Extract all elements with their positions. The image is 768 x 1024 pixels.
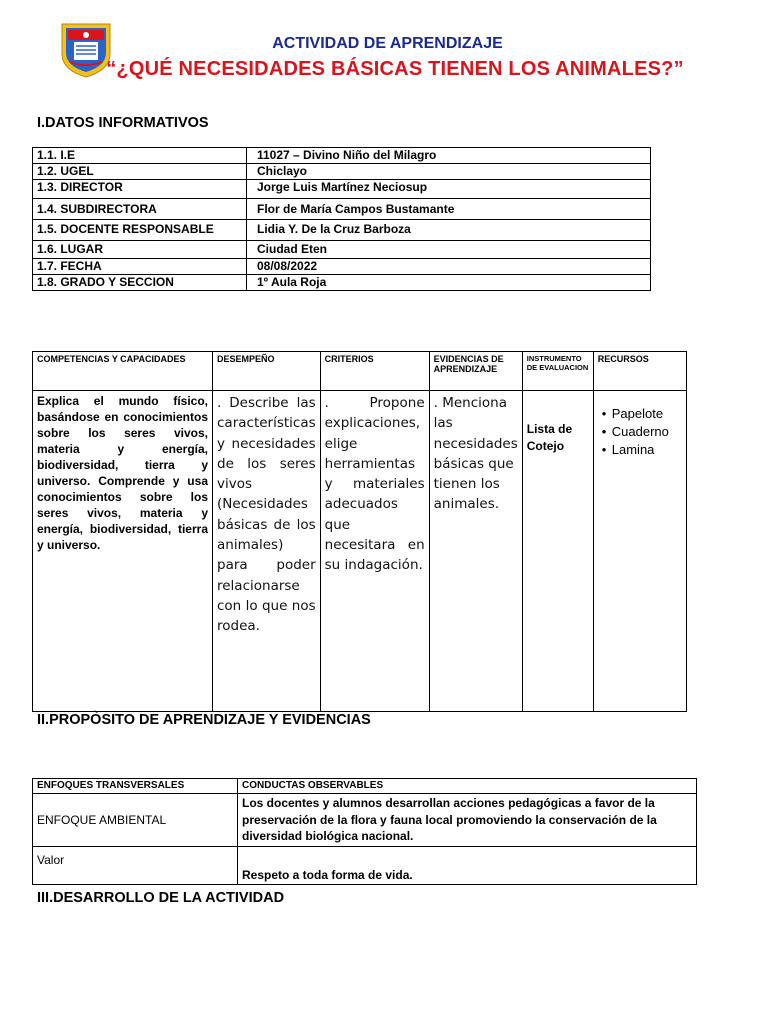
table-row: 1.3. DIRECTOR Jorge Luis Martínez Neciosup (33, 180, 651, 199)
section-title-datos: I.DATOS INFORMATIVOS (37, 115, 209, 131)
activity-label: ACTIVIDAD DE APRENDIZAJE (272, 35, 503, 52)
table-row: 1.4. SUBDIRECTORA Flor de María Campos Bustamante (33, 199, 651, 220)
table-row: 1.1. I.E 11027 – Divino Niño del Milagro (33, 148, 651, 164)
section-title-proposito: II.PROPÒSITO DE APRENDIZAJE Y EVIDENCIAS (37, 712, 371, 728)
list-item: • Papelote (612, 405, 682, 423)
table-header-row: ENFOQUES TRANSVERSALES CONDUCTAS OBSERVABLES (33, 779, 697, 794)
table-header-row: COMPETENCIAS Y CAPACIDADES DESEMPEÑO CRITERIOS EVIDENCIAS DE APRENDIZAJE INSTRUMENTO DE EVALUACION RECURSOS (33, 352, 687, 391)
competencia-text: Explica el mundo físico, basándose en conocimientos sobre los seres vivos, materia y energía, biodiversidad, tierra y universo. Comprende y usa conocimientos sobre los seres vivos, materia y energía, biodiversidad, tierra y universo. (37, 394, 208, 552)
table-row (33, 391, 687, 712)
table-row: 1.8. GRADO Y SECCION 1º Aula Roja (33, 275, 651, 291)
table-row: 1.5. DOCENTE RESPONSABLE Lidia Y. De la Cruz Barboza (33, 220, 651, 241)
table-row: Valor Respeto a toda forma de vida. (33, 846, 697, 884)
table-row: 1.6. LUGAR Ciudad Eten (33, 241, 651, 259)
desempeno-text: . Describe las características y necesidades de los seres vivos (Necesidades básicas de los animales) para poder relacionarse con lo que nos rodea. (217, 395, 316, 635)
instrumento-text: Lista de Cotejo (526, 422, 573, 453)
page-title: “¿QUÉ NECESIDADES BÁSICAS TIENEN LOS ANIMALES?” (106, 58, 684, 80)
evidencias-text: . Menciona las necesidades básicas que tienen los animales. (433, 395, 518, 513)
criterios-text: . Propone explicaciones, elige herramientas y materiales adecuados que necesitara en su indagación. (324, 395, 425, 574)
enfoques-table (32, 778, 697, 885)
competencias-table (32, 351, 687, 712)
datos-informativos-table (32, 147, 651, 291)
list-item: • Lamina (612, 441, 682, 459)
table-row: 1.7. FECHA 08/08/2022 (33, 259, 651, 275)
table-row: ENFOQUE AMBIENTAL Los docentes y alumnos desarrollan acciones pedagógicas a favor de la preservación de la flora y fauna local promoviendo la conservación de la diversidad biológica nacional. (33, 794, 697, 847)
section-title-desarrollo: III.DESARROLLO DE LA ACTIVIDAD (37, 890, 285, 906)
recursos-list (598, 405, 682, 459)
list-item: • Cuaderno (612, 423, 682, 441)
table-row: 1.2. UGEL Chiclayo (33, 164, 651, 180)
